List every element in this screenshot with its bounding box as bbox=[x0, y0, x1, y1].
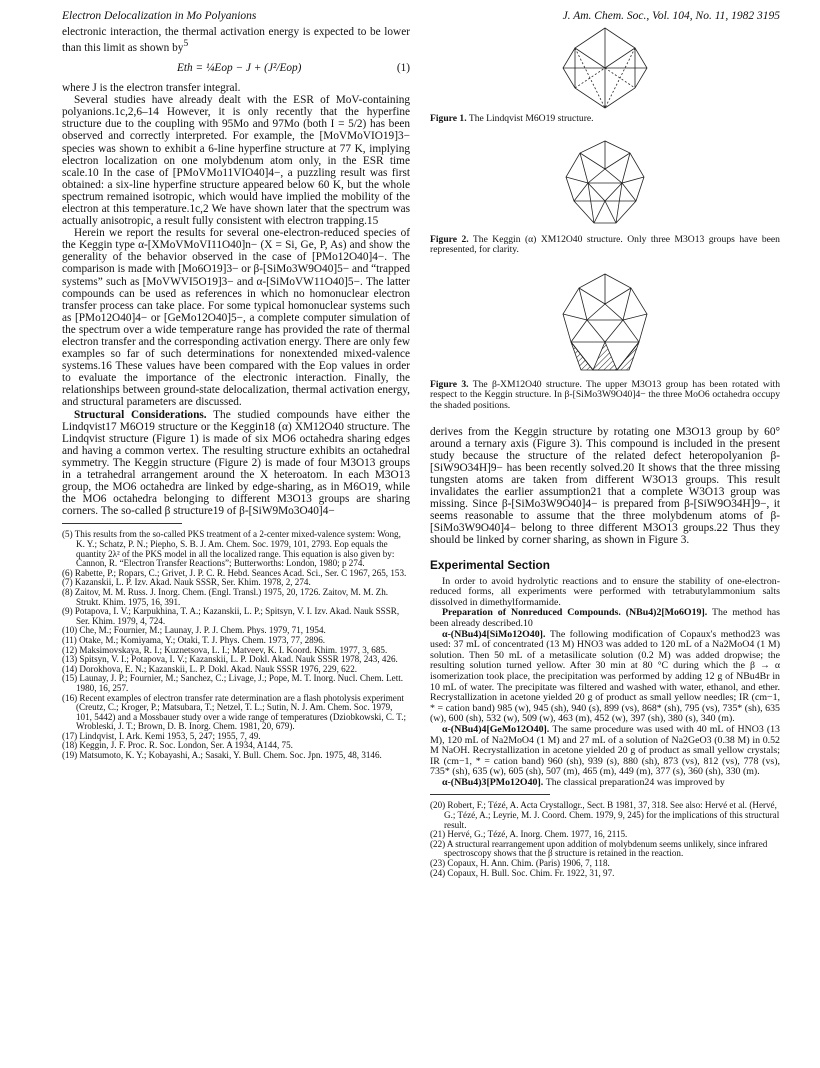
footnote: (20) Robert, F.; Tézé, A. Acta Crystallogr., Sect. B 1981, 37, 318. See also: Hervé et al. (Hervé, G.; Tézé, A.; Leyrie, M. J. Coord. Chem. 1979, 9, 245) for the implications of this structural result. bbox=[430, 800, 780, 830]
paragraph: In order to avoid hydrolytic reactions and to ensure the stability of one-electron-reduced forms, all experiments were performed with tetrabutylammonium salts dissolved in dimethylformamide. bbox=[430, 575, 780, 608]
footnote: (23) Copaux, H. Ann. Chim. (Paris) 1906, 7, 118. bbox=[430, 858, 610, 869]
footnote: (17) Lindqvist, I. Ark. Kemi 1953, 5, 247; 1955, 7, 49. bbox=[62, 730, 261, 741]
footnote: (24) Copaux, H. Bull. Soc. Chim. Fr. 1922, 31, 97. bbox=[430, 867, 615, 878]
paragraph: derives from the Keggin structure by rotating one M3O13 group by 60° around a ternary axis (Figure 3). This compound is included in the present study because the structure of the related defect heteropolyanion β-[SiW9O34H]9− has been recently solved.20 It shows that the three missing tungsten atoms are taken from different W3O13 groups. This result invalidates the earlier assumption21 that a complete W3O13 group was missing. Since β-[SiMo3W9O40]4− is prepared from β-[SiW9O34H]9−, it seems reasonable to assume that the three molybdenum atoms of β-[SiMo3W9O40]4− belong to three different M3O13 groups.22 Thus they should be linked by corner sharing, as shown in Figure 3. bbox=[430, 425, 780, 547]
paragraph: Several studies have already dealt with the ESR of MoV-containing polyanions.1c,2,6–14 However, it is only recently that the hyperfine structure due to the coupling with 95Mo and 97Mo (both I = 5/2) has been observed and correctly interpreted. For example, the [MoVMoVIO19]3− species was shown to exhibit a 6-line hyperfine structure at 77 K, implying electron localization on one molybdenum atom only, in the ESR time scale.10 In the case of [PMoVMo11VIO40]4−, a puzzling result was first obtained: a six-line hyperfine structure appeared below 60 K, but the whole spectrum remained isotropic, which would have implied the mobility of the electron at this temperature.1c,2 We have shown later that the spectrum was actually anisotropic, a result fully consistent with electron trapping.15 bbox=[62, 94, 410, 228]
footnote: (13) Spitsyn, V. I.; Potapova, I. V.; Kazanskii, L. P. Dokl. Akad. Nauk SSSR 1978, 243, 426. bbox=[62, 654, 398, 665]
footnote: (19) Matsumoto, K. Y.; Kobayashi, A.; Sasaki, Y. Bull. Chem. Soc. Jpn. 1975, 48, 3146. bbox=[62, 750, 382, 761]
footnote-rule bbox=[430, 794, 550, 795]
footnote: (12) Maksimovskaya, R. I.; Kuznetsova, L. I.; Matveev, K. I. Koord. Khim. 1977, 3, 685. bbox=[62, 644, 388, 655]
footnote: (22) A structural rearrangement upon addition of molybdenum seems unlikely, since infrared spectroscopy shows that the β structure is retained in the reaction. bbox=[430, 838, 768, 859]
footnote: (16) Recent examples of electron transfer rate determination are a flash photolysis experiment (Creutz, C.; Kroger, P.; Matsubara, T.; Netzel, T. L.; Sutin, N. J. Am. Chem. Soc. 1979, 101, 5442) and a Mossbauer study over a wide range of temperatures (Dziobkowski, C. T.; Wrobleski, J. T.; Brown, D. B. Inorg. Chem. 1981, 20, 679). bbox=[62, 692, 406, 732]
figure-1-caption: Figure 1. The Lindqvist M6O19 structure. bbox=[430, 113, 594, 124]
footnote: (14) Dorokhova, E. N.; Kazanskii, L. P. Dokl. Akad. Nauk SSSR 1976, 229, 622. bbox=[62, 663, 358, 674]
footnote: (21) Hervé, G.; Tézé, A. Inorg. Chem. 1977, 16, 2115. bbox=[430, 829, 628, 840]
left-column bbox=[62, 26, 410, 761]
footnote: (6) Rabette, P.; Ropars, C.; Grivet, J. P. C. R. Hebd. Seances Acad. Sci., Ser. C 1967, 265, 153. bbox=[62, 567, 407, 578]
footnote-rule bbox=[62, 523, 182, 524]
paragraph: α-(NBu4)4[GeMo12O40]. The same procedure was used with 40 mL of HNO3 (13 M), 120 mL of Na2MoO4 (1 M) and 27 mL of a solution of Na2GeO3 (0.38 M) in 0.52 M NaOH. Recrystallization in acetone yielded 20 g of product as small yellow crystals; IR (cm−1, * = cation band) 960 (sh), 939 (s), 880 (sh), 873 (vs), 812 (vs), 778 (vs), 735* (sh), 635 (w), 605 (sh), 507 (m), 465 (m), 449 (m), 377 (s), 360 (sh), 330 (m). bbox=[430, 723, 780, 778]
paragraph: α-(NBu4)3[PMo12O40]. The classical preparation24 was improved by bbox=[442, 776, 725, 788]
footnote: (8) Zaitov, M. M. Russ. J. Inorg. Chem. (Engl. Transl.) 1975, 20, 1726. Zaitov, M. M. Zh. Strukt. Khim. 1975, 16, 391. bbox=[62, 586, 389, 607]
footnote: (10) Che, M.; Fournier, M.; Launay, J. P. J. Chem. Phys. 1979, 71, 1954. bbox=[62, 625, 326, 636]
paragraph: α-(NBu4)4[SiMo12O40]. The following modification of Copaux's method23 was used: 37 mL of concentrated (13 M) HNO3 was added to 120 mL of a Na2MoO4 (1 M) solution. Then 50 mL of a metasilicate solution (0.2 M) was added dropwise; the resulting solution turned yellow. After 30 min at 80 °C during which the β → α isomerization took place, the precipitation was performed by adding 12 g of NBu4Br in 10 mL of water. The precipitate was filtered and washed with water, ethanol, and ether. Recrystallization in acetone yielded 20 g of product as small yellow needles; IR (cm−1, * = cation band) 985 (w), 945 (sh), 940 (s), 899 (vs), 868* (sh), 795 (vs), 735* (sh), 635 (w), 600 (sh), 532 (w), 509 (w), 463 (m), 452 (w), 397 (sh), 380 (s), 340 (m). bbox=[430, 628, 780, 725]
equation-1 bbox=[62, 62, 410, 74]
paragraph: Herein we report the results for several one-electron-reduced species of the Keggin type α-[XMoVMoVI11O40]n− (X = Si, Ge, P, As) and show the generality of the behavior observed in the case of [PMo12O40]4−. The comparison is made with [Mo6O19]3− or β-[SiMo3W9O40]5− and “trapped systems” such as [MoVWVI5O19]3− and α-[SiMoVW11O40]5−. The latter compounds can be used as references in which no homonuclear electron transfer process can take place. For some typical homonuclear systems such as [PMo12O40]4− or [GeMo12O40]5−, a complete computer simulation of the spectrum over a wide temperature range has provided the rate of thermal electron transfer and the corresponding activation energy. There are only few examples so far of such determinations for nonextended mixed-valence systems.16 These values have been compared with the Eop values in order to evaluate the importance of the electronic interaction. Finally, the relationships between ground-state delocalization, thermal activation energy, and structural parameters are discussed. bbox=[62, 227, 410, 409]
paragraph: electronic interaction, the thermal activation energy is expected to be lower than this limit as shown $by^5$ bbox=[62, 26, 410, 54]
run-in-heading: Structural Considerations. bbox=[74, 408, 207, 421]
footnotes-left bbox=[62, 530, 410, 760]
run-in-heading: α-(NBu4)4[GeMo12O40]. bbox=[442, 723, 550, 735]
footnote: (11) Otake, M.; Komiyama, Y.; Otaki, T. J. Phys. Chem. 1973, 77, 2896. bbox=[62, 634, 326, 645]
run-in-heading: α-(NBu4)4[SiMo12O40]. bbox=[442, 628, 546, 640]
section-heading: Experimental Section bbox=[430, 557, 550, 572]
footnotes-right bbox=[430, 801, 780, 878]
figure-3-caption: Figure 3. The β-XM12O40 structure. The upper M3O13 group has been rotated with respect to the Keggin structure. In β-[SiMo3W9O40]4− the three MoO6 octahedra occupy the shaded positions. bbox=[430, 378, 780, 411]
run-in-heading: Preparation of Nonreduced Compounds. (NBu4)2[Mo6O19]. bbox=[442, 607, 708, 619]
equation-number: (1) bbox=[396, 61, 410, 74]
footnote: (5) This results from the so-called PKS treatment of a 2-center mixed-valence system: Wong, K. Y.; Schatz, P. N.; Piepho, S. B. J. Am. Chem. Soc. 1979, 101, 2793. Eop equals the quantity 2λ² of the PKS model in all the localized range. This equation is also given by: Cannon, R. “Electron Transfer Reactions”; Butterworths: London, 1980; p 274. bbox=[62, 529, 401, 569]
paragraph: Structural Considerations. The studied compounds have either the Lindqvist17 M6O19 structure or the Keggin18 (α) XM12O40 structure. The Lindqvist structure (Figure 1) is made of six MO6 octahedra sharing edges and having a common vertex. The resulting structure exhibits an octahedral symmetry. The Keggin structure (Figure 2) is made of four M3O13 groups in a tetrahedral arrangement around the X heteroatom. In each M3O13 group, the MO6 octahedra are linked by edge-sharing, as in M6O19, while the MO6 octahedra belonging to different M3O13 groups are sharing corners. The so-called β structure19 of β-[SiW9Mo3O40]4− bbox=[62, 408, 410, 518]
footnote: (15) Launay, J. P.; Fournier, M.; Sanchez, C.; Livage, J.; Pope, M. T. Inorg. Nucl. Chem. Lett. 1980, 16, 257. bbox=[62, 673, 404, 693]
right-column bbox=[430, 26, 780, 878]
paragraph: Preparation of Nonreduced Compounds. (NBu4)2[Mo6O19]. The method has been already described.10 bbox=[430, 607, 780, 629]
figure-2-image bbox=[430, 139, 780, 231]
equation-body: Eth = ¼Eop − J + (J²/Eop) bbox=[177, 61, 302, 74]
paragraph: where J is the electron transfer integral. bbox=[62, 82, 241, 95]
running-header-title: Electron Delocalization in Mo Polyanions bbox=[62, 10, 257, 22]
figure-3-image bbox=[430, 270, 780, 376]
footnote: (18) Keggin, J. F. Proc. R. Soc. London, Ser. A 1934, A144, 75. bbox=[62, 740, 293, 751]
footnote: (7) Kazanskii, L. P. Izv. Akad. Nauk SSSR, Ser. Khim. 1978, 2, 274. bbox=[62, 577, 311, 588]
footnote: (9) Potapova, I. V.; Karpukhina, T. A.; Kazanskii, L. P.; Spitsyn, V. I. Izv. Akad. Nauk SSSR, Ser. Khim. 1979, 4, 724. bbox=[62, 606, 400, 626]
figure-1-image bbox=[430, 26, 780, 110]
running-header-journal: J. Am. Chem. Soc., Vol. 104, No. 11, 1982 3195 bbox=[562, 10, 780, 22]
figure-2-caption: Figure 2. The Keggin (α) XM12O40 structure. Only three M3O13 groups have been represented, for clarity. bbox=[430, 233, 780, 256]
run-in-heading: α-(NBu4)3[PMo12O40]. bbox=[442, 776, 544, 788]
experimental-text bbox=[430, 577, 780, 789]
